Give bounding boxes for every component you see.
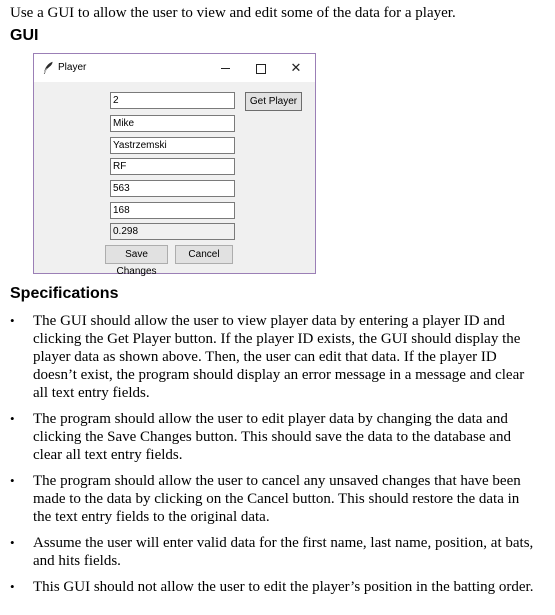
close-icon[interactable]: ✕ bbox=[290, 60, 302, 75]
maximize-icon[interactable] bbox=[250, 58, 272, 78]
bullet-icon: • bbox=[10, 535, 15, 550]
spec-text: The program should allow the user to cancel any unsaved changes that have been made to the data by clicking on the Cancel button. This should restore the data in the text entry fields to the original data. bbox=[33, 473, 521, 525]
bullet-icon: • bbox=[10, 313, 15, 328]
specifications-heading: Specifications bbox=[10, 285, 119, 302]
player-window bbox=[33, 53, 316, 277]
spec-item-edit bbox=[0, 410, 555, 464]
minimize-icon[interactable] bbox=[214, 58, 236, 78]
spec-item-view bbox=[0, 312, 555, 402]
save-changes-button[interactable]: Save Changes bbox=[105, 245, 168, 264]
cancel-button[interactable]: Cancel bbox=[175, 245, 233, 264]
specifications-list bbox=[0, 312, 555, 604]
at-bats-input[interactable] bbox=[110, 180, 235, 197]
first-name-input[interactable] bbox=[110, 115, 235, 132]
get-player-button[interactable]: Get Player bbox=[245, 92, 302, 111]
bullet-icon: • bbox=[10, 579, 15, 594]
spec-item-assume bbox=[0, 534, 555, 570]
intro-text: Use a GUI to allow the user to view and edit some of the data for a player. bbox=[10, 5, 456, 21]
spec-text: Assume the user will enter valid data for the first name, last name, position, at bats, and hits fields. bbox=[33, 535, 534, 569]
player-id-input[interactable] bbox=[110, 92, 235, 109]
spec-text: The program should allow the user to edit player data by changing the data and clicking the Save Changes button. This should save the data to the database and clear all text entry fields. bbox=[33, 411, 511, 463]
spec-text: The GUI should allow the user to view player data by entering a player ID and clicking the Get Player button. If the player ID exists, the GUI should display the player data as shown above. Then, the user can edit that data. If the player ID doesn’t exist, the program should display an error message in a message and clear all text entry fields. bbox=[33, 313, 525, 401]
title-bar[interactable] bbox=[34, 54, 315, 82]
bullet-icon: • bbox=[10, 473, 15, 488]
hits-input[interactable] bbox=[110, 202, 235, 219]
window-title: Player bbox=[58, 62, 87, 73]
bullet-icon: • bbox=[10, 411, 15, 426]
position-input[interactable] bbox=[110, 158, 235, 175]
spec-text: This GUI should not allow the user to edit the player’s position in the batting order. bbox=[33, 579, 534, 595]
batting-avg-field bbox=[110, 223, 235, 240]
feather-icon bbox=[42, 61, 54, 75]
last-name-input[interactable] bbox=[110, 137, 235, 154]
spec-item-cancel bbox=[0, 472, 555, 526]
spec-item-batting-order bbox=[0, 578, 555, 596]
gui-heading: GUI bbox=[10, 27, 39, 44]
